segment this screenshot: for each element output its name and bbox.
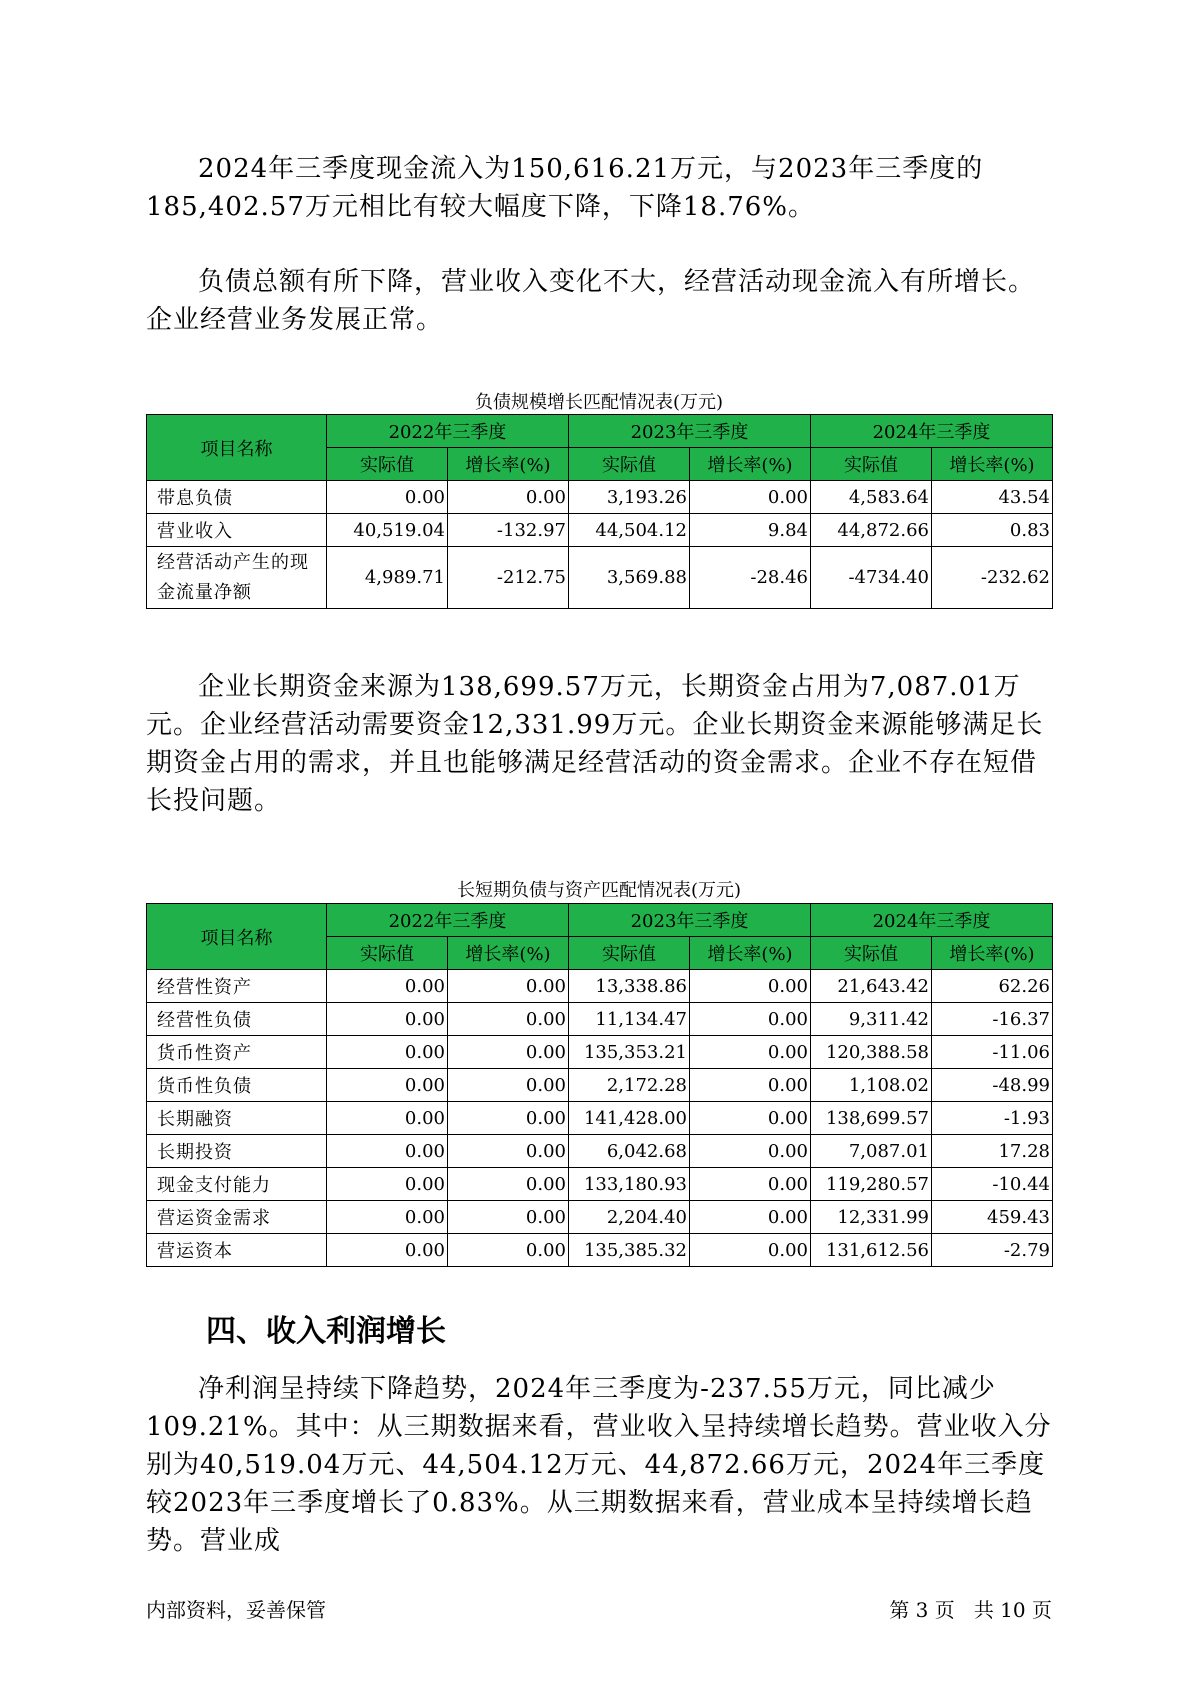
cell-value: 0.00 (327, 1069, 448, 1102)
cell-value: 7,087.01 (811, 1135, 932, 1168)
cell-value: 2,172.28 (569, 1069, 690, 1102)
cell-value: -28.46 (690, 547, 811, 609)
cell-value: -4734.40 (811, 547, 932, 609)
cell-value: 44,872.66 (811, 514, 932, 547)
growth-header: 增长率(%) (690, 937, 811, 970)
row-label: 经营性资产 (147, 970, 327, 1003)
cell-value: -2.79 (932, 1234, 1053, 1267)
cell-value: 4,989.71 (327, 547, 448, 609)
table2-period-header: 2023年三季度 (569, 904, 811, 937)
paragraph-profit-trend: 净利润呈持续下降趋势，2024年三季度为-237.55万元，同比减少109.21%。其中：从三期数据来看，营业收入呈持续增长趋势。营业收入分别为40,519.04万元、44,504.12万元、44,872.66万元，2024年三季度较2023年三季度增长了0.83%。从三期数据来看，营业成本呈持续增长趋势。营业成 (146, 1374, 1052, 1556)
cell-value: 0.00 (448, 1003, 569, 1036)
cell-value: 0.00 (448, 1201, 569, 1234)
row-label: 经营性负债 (147, 1003, 327, 1036)
cell-value: 0.00 (690, 1003, 811, 1036)
growth-header: 增长率(%) (448, 448, 569, 481)
paragraph-long-term-funding: 企业长期资金来源为138,699.57万元，长期资金占用为7,087.01万元。企业经营活动需要资金12,331.99万元。企业长期资金来源能够满足长期资金占用的需求，并且也能够满足经营活动的资金需求。企业不存在短借长投问题。 (146, 672, 1044, 816)
cell-value: 0.00 (448, 1168, 569, 1201)
cell-value: -132.97 (448, 514, 569, 547)
row-label: 营业收入 (147, 514, 327, 547)
row-label: 长期融资 (147, 1102, 327, 1135)
cell-value: 0.00 (690, 970, 811, 1003)
cell-value: 0.00 (327, 1234, 448, 1267)
cell-value: 17.28 (932, 1135, 1053, 1168)
cell-value: 138,699.57 (811, 1102, 932, 1135)
table-row (147, 1003, 1053, 1036)
cell-value: 459.43 (932, 1201, 1053, 1234)
cell-value: 0.00 (327, 1168, 448, 1201)
cell-value: 0.00 (690, 1201, 811, 1234)
cell-value: 3,193.26 (569, 481, 690, 514)
cell-value: 1,108.02 (811, 1069, 932, 1102)
cell-value: 133,180.93 (569, 1168, 690, 1201)
cell-value: 9.84 (690, 514, 811, 547)
cell-value: 0.00 (448, 1036, 569, 1069)
cell-value: -10.44 (932, 1168, 1053, 1201)
table1-period-header: 2023年三季度 (569, 415, 811, 448)
cell-value: -48.99 (932, 1069, 1053, 1102)
table1-period-header: 2022年三季度 (327, 415, 569, 448)
actual-header: 实际值 (327, 937, 448, 970)
cell-value: 0.00 (327, 1102, 448, 1135)
liability-growth-table (146, 414, 1053, 609)
table2-period-header: 2024年三季度 (811, 904, 1053, 937)
cell-value: -212.75 (448, 547, 569, 609)
growth-header: 增长率(%) (690, 448, 811, 481)
growth-header: 增长率(%) (448, 937, 569, 970)
table1-period-header: 2024年三季度 (811, 415, 1053, 448)
cell-value: 0.00 (448, 970, 569, 1003)
cell-value: 119,280.57 (811, 1168, 932, 1201)
section-title: 四、收入利润增长 (206, 1314, 446, 1349)
cell-value: 135,353.21 (569, 1036, 690, 1069)
cell-value: 0.00 (327, 1036, 448, 1069)
cell-value: 0.00 (448, 1102, 569, 1135)
cell-value: 135,385.32 (569, 1234, 690, 1267)
cell-value: 9,311.42 (811, 1003, 932, 1036)
asset-liability-match-table (146, 903, 1053, 1267)
cell-value: -1.93 (932, 1102, 1053, 1135)
cell-value: 0.00 (327, 1135, 448, 1168)
cell-value: 12,331.99 (811, 1201, 932, 1234)
paragraph-liability-summary: 负债总额有所下降，营业收入变化不大，经营活动现金流入有所增长。企业经营业务发展正常。 (146, 267, 1036, 335)
row-label: 营运资本 (147, 1234, 327, 1267)
table2-period-header: 2022年三季度 (327, 904, 569, 937)
cell-value: 0.00 (690, 1234, 811, 1267)
table-row (147, 1168, 1053, 1201)
row-label: 经营活动产生的现金流量净额 (147, 547, 327, 609)
table-row (147, 1069, 1053, 1102)
table2-item-header: 项目名称 (147, 904, 327, 970)
cell-value: 21,643.42 (811, 970, 932, 1003)
cell-value: 0.00 (690, 1168, 811, 1201)
cell-value: 0.00 (327, 1003, 448, 1036)
actual-header: 实际值 (327, 448, 448, 481)
growth-header: 增长率(%) (932, 937, 1053, 970)
cell-value: 0.00 (327, 481, 448, 514)
table-row (147, 514, 1053, 547)
growth-header: 增长率(%) (932, 448, 1053, 481)
table1-caption: 负债规模增长匹配情况表(万元) (474, 392, 724, 413)
row-label: 货币性资产 (147, 1036, 327, 1069)
actual-header: 实际值 (569, 448, 690, 481)
table2-body (147, 970, 1053, 1267)
table1-item-header: 项目名称 (147, 415, 327, 481)
cell-value: 44,504.12 (569, 514, 690, 547)
table-row (147, 1201, 1053, 1234)
cell-value: 13,338.86 (569, 970, 690, 1003)
cell-value: 0.00 (448, 481, 569, 514)
cell-value: 11,134.47 (569, 1003, 690, 1036)
cell-value: 62.26 (932, 970, 1053, 1003)
table1-header-row-1 (147, 415, 1053, 448)
actual-header: 实际值 (569, 937, 690, 970)
footer-confidential: 内部资料，妥善保管 (146, 1598, 326, 1622)
actual-header: 实际值 (811, 937, 932, 970)
cell-value: 0.00 (448, 1069, 569, 1102)
cell-value: 3,569.88 (569, 547, 690, 609)
table2-caption: 长短期负债与资产匹配情况表(万元) (456, 880, 742, 901)
table-row (147, 1036, 1053, 1069)
cell-value: 0.00 (690, 1102, 811, 1135)
table-row (147, 547, 1053, 609)
cell-value: 120,388.58 (811, 1036, 932, 1069)
cell-value: 0.00 (448, 1234, 569, 1267)
cell-value: 0.00 (690, 1069, 811, 1102)
cell-value: 0.00 (690, 481, 811, 514)
cell-value: 4,583.64 (811, 481, 932, 514)
cell-value: 0.00 (448, 1135, 569, 1168)
table-row (147, 1234, 1053, 1267)
row-label: 现金支付能力 (147, 1168, 327, 1201)
cell-value: 0.00 (690, 1036, 811, 1069)
row-label: 长期投资 (147, 1135, 327, 1168)
cell-value: -16.37 (932, 1003, 1053, 1036)
row-label: 营运资金需求 (147, 1201, 327, 1234)
actual-header: 实际值 (811, 448, 932, 481)
cell-value: -232.62 (932, 547, 1053, 609)
paragraph-cash-inflow: 2024年三季度现金流入为150,616.21万元，与2023年三季度的185,402.57万元相比有较大幅度下降，下降18.76%。 (146, 154, 984, 222)
cell-value: 0.00 (327, 1201, 448, 1234)
cell-value: 43.54 (932, 481, 1053, 514)
row-label: 货币性负债 (147, 1069, 327, 1102)
cell-value: 6,042.68 (569, 1135, 690, 1168)
table-row (147, 1102, 1053, 1135)
cell-value: 131,612.56 (811, 1234, 932, 1267)
cell-value: 40,519.04 (327, 514, 448, 547)
cell-value: 141,428.00 (569, 1102, 690, 1135)
table-row (147, 1135, 1053, 1168)
cell-value: 2,204.40 (569, 1201, 690, 1234)
cell-value: 0.00 (327, 970, 448, 1003)
table-row (147, 970, 1053, 1003)
table-row (147, 481, 1053, 514)
cell-value: 0.83 (932, 514, 1053, 547)
table2-header-row-1 (147, 904, 1053, 937)
cell-value: -11.06 (932, 1036, 1053, 1069)
footer-page-number: 第 3 页 共 10 页 (889, 1598, 1052, 1622)
cell-value: 0.00 (690, 1135, 811, 1168)
row-label: 带息负债 (147, 481, 327, 514)
